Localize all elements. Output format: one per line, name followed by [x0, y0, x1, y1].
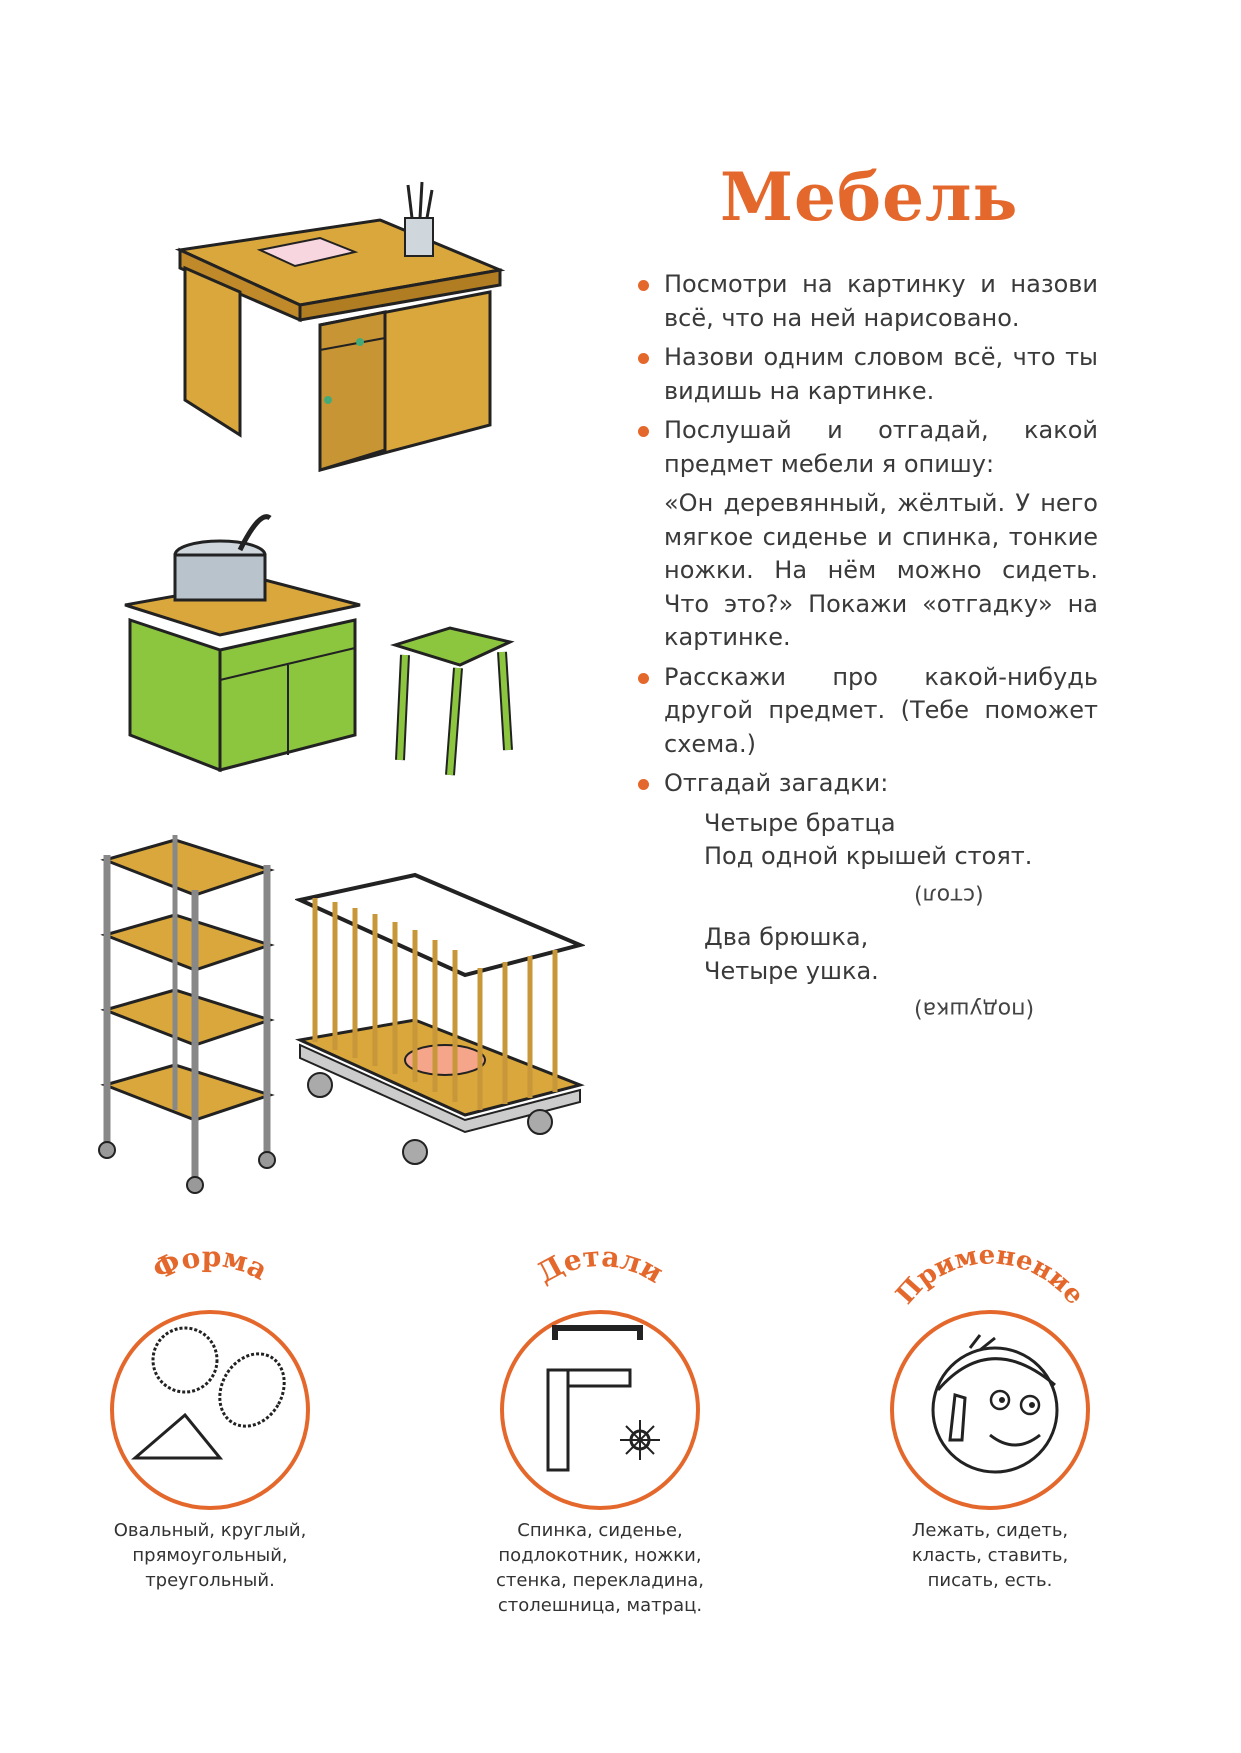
stool-illustration: [390, 620, 530, 780]
instruction-item: [638, 341, 1098, 408]
riddle-line: Под одной крышей стоят.: [704, 842, 1033, 870]
riddle-1: [638, 807, 1098, 922]
riddle-answer: (подушка): [914, 996, 1035, 1022]
svg-text:Форма: [148, 1240, 273, 1287]
schema-details: [460, 1240, 740, 1618]
instruction-item: [638, 767, 1098, 801]
riddle-line: Четыре братца: [704, 808, 896, 837]
description-quote: «Он деревянный, жёлтый. У него мягкое сиденье и спинка, тонкие ножки. На нём можно сидеть. Что это?» Покажи «отгадку» на картинке.: [664, 489, 1098, 651]
parts-icon: [480, 1240, 720, 1510]
schema-label: Детали: [531, 1240, 669, 1290]
instruction-text: Послушай и отгадай, какой предмет мебели я опишу:: [664, 416, 1098, 478]
instruction-item: [638, 661, 1098, 762]
kitchen-cabinet-illustration: [120, 510, 370, 780]
desk-illustration: [170, 180, 510, 500]
schema-label: Форма: [147, 1240, 273, 1287]
schema-caption: Овальный, круглый, прямоугольный, треугольный.: [113, 1520, 307, 1591]
schema-usage: [850, 1240, 1130, 1593]
instruction-text: Расскажи про какой-нибудь другой предмет. (Тебе поможет схема.): [664, 662, 1098, 758]
instructions: [638, 268, 1098, 1026]
thinking-child-icon: [870, 1240, 1110, 1510]
bullet-icon: [638, 353, 649, 364]
riddle-answer: (стол): [914, 882, 984, 907]
bullet-icon: [638, 673, 649, 684]
svg-text:Применение: [890, 1240, 1089, 1310]
instruction-text: Отгадай загадки:: [664, 769, 889, 797]
schema-caption: Лежать, сидеть, класть, ставить, писать, есть.: [911, 1520, 1069, 1591]
schema-label: Применение: [890, 1240, 1090, 1311]
crib-illustration: [295, 870, 585, 1180]
page-title: Мебель: [720, 158, 1019, 236]
instruction-text: Посмотри на картинку и назови всё, что на ней нарисовано.: [664, 270, 1098, 332]
shape-icon: [90, 1240, 330, 1510]
svg-text:Детали: [532, 1240, 669, 1290]
instruction-item: [638, 414, 1098, 481]
shelf-illustration: [95, 820, 295, 1200]
riddle-line: Четыре ушка.: [704, 956, 879, 985]
bullet-icon: [638, 779, 649, 790]
bullet-icon: [638, 426, 649, 437]
riddle-2: [638, 921, 1098, 1026]
instruction-item: [638, 268, 1098, 335]
schema-form: [70, 1240, 350, 1593]
instruction-text: Назови одним словом всё, что ты видишь на картинке.: [664, 343, 1098, 405]
riddle-line: Два брюшка,: [704, 923, 869, 951]
schema-caption: Спинка, сиденье, подлокотник, ножки, стенка, перекладина, столешница, матрац.: [496, 1520, 704, 1616]
bullet-icon: [638, 280, 649, 291]
